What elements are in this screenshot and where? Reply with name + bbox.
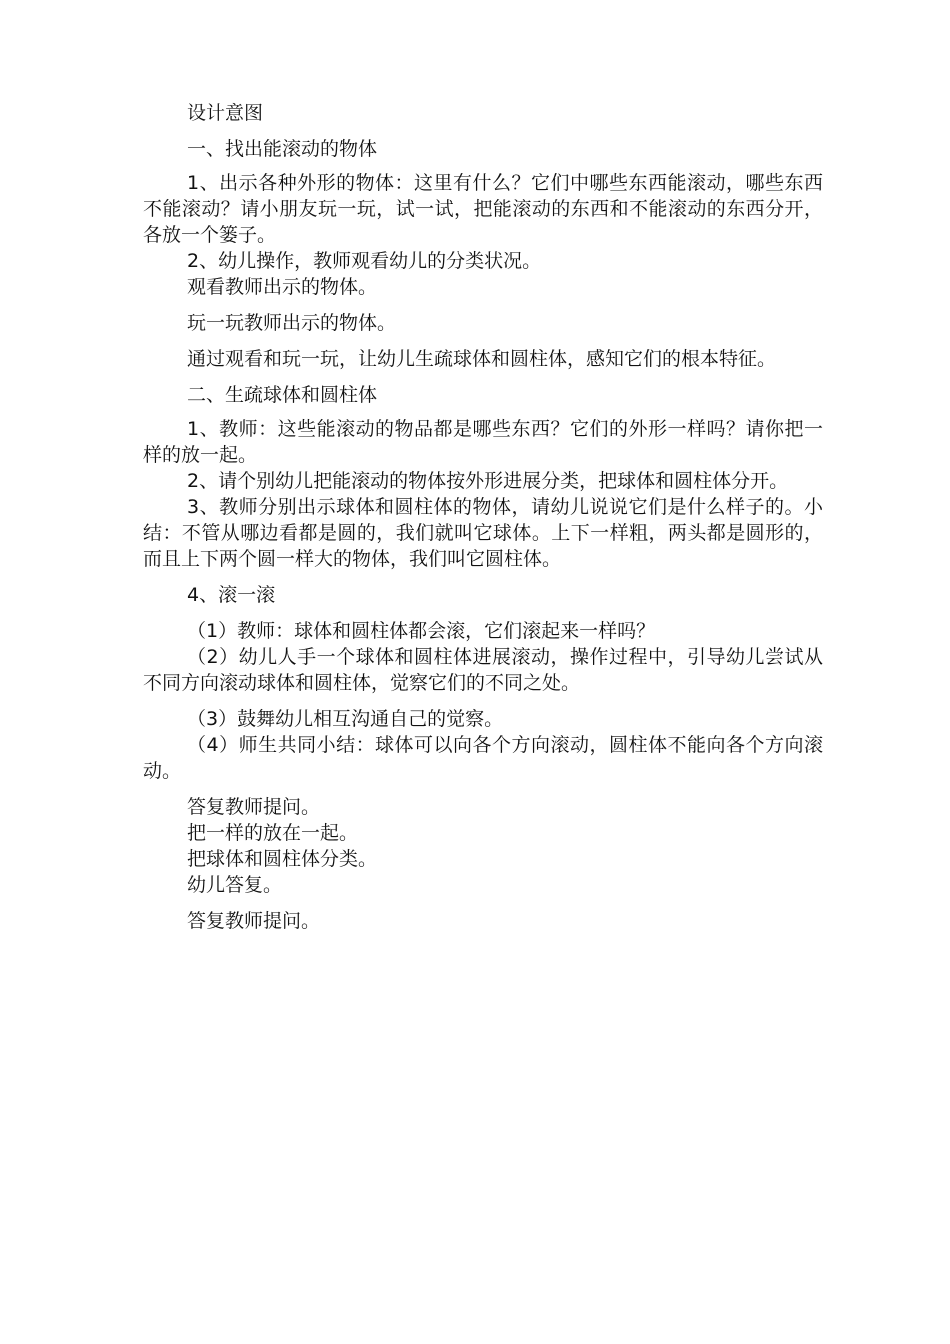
paragraph-sub-1: （1）教师：球体和圆柱体都会滚，它们滚起来一样吗？ [187,620,656,642]
paragraph-answer-1: 答复教师提问。 [187,796,321,818]
paragraph-play: 玩一玩教师出示的物体。 [187,312,397,334]
paragraph-child-answer: 幼儿答复。 [187,874,283,896]
section-heading-1: 一、找出能滚动的物体 [187,138,378,160]
paragraph-step-1-2: 2、幼儿操作，教师观看幼儿的分类状况。 [187,250,542,272]
section-heading-2: 二、生疏球体和圆柱体 [187,384,378,406]
paragraph-summary-1: 通过观看和玩一玩，让幼儿生疏球体和圆柱体，感知它们的根本特征。 [187,348,777,370]
paragraph-sub-3: （3）鼓舞幼儿相互沟通自己的觉察。 [187,708,504,730]
paragraph-step-1-1: 1、出示各种外形的物体：这里有什么？它们中哪些东西能滚动，哪些东西不能滚动？请小朋友玩一玩，试一试，把能滚动的东西和不能滚动的东西分开，各放一个篓子。 [143,172,823,246]
paragraph-sub-4: （4）师生共同小结：球体可以向各个方向滚动，圆柱体不能向各个方向滚动。 [143,734,823,782]
paragraph-classify: 把球体和圆柱体分类。 [187,848,378,870]
document-body [143,100,823,934]
paragraph-step-4: 4、滚一滚 [187,584,276,606]
heading-design-intent: 设计意图 [187,102,264,124]
paragraph-step-2-3: 3、教师分别出示球体和圆柱体的物体，请幼儿说说它们是什么样子的。小结：不管从哪边看都是圆的，我们就叫它球体。上下一样粗，两头都是圆形的，而且上下两个圆一样大的物体，我们叫它圆柱体。 [143,496,823,570]
paragraph-sub-2: （2）幼儿人手一个球体和圆柱体进展滚动，操作过程中，引导幼儿尝试从不同方向滚动球体和圆柱体，觉察它们的不同之处。 [143,646,823,694]
paragraph-group-same: 把一样的放在一起。 [187,822,359,844]
paragraph-step-2-1: 1、教师：这些能滚动的物品都是哪些东西？它们的外形一样吗？请你把一样的放一起。 [143,418,823,466]
paragraph-observe: 观看教师出示的物体。 [187,276,378,298]
paragraph-answer-2: 答复教师提问。 [187,910,321,932]
paragraph-step-2-2: 2、请个别幼儿把能滚动的物体按外形进展分类，把球体和圆柱体分开。 [187,470,789,492]
